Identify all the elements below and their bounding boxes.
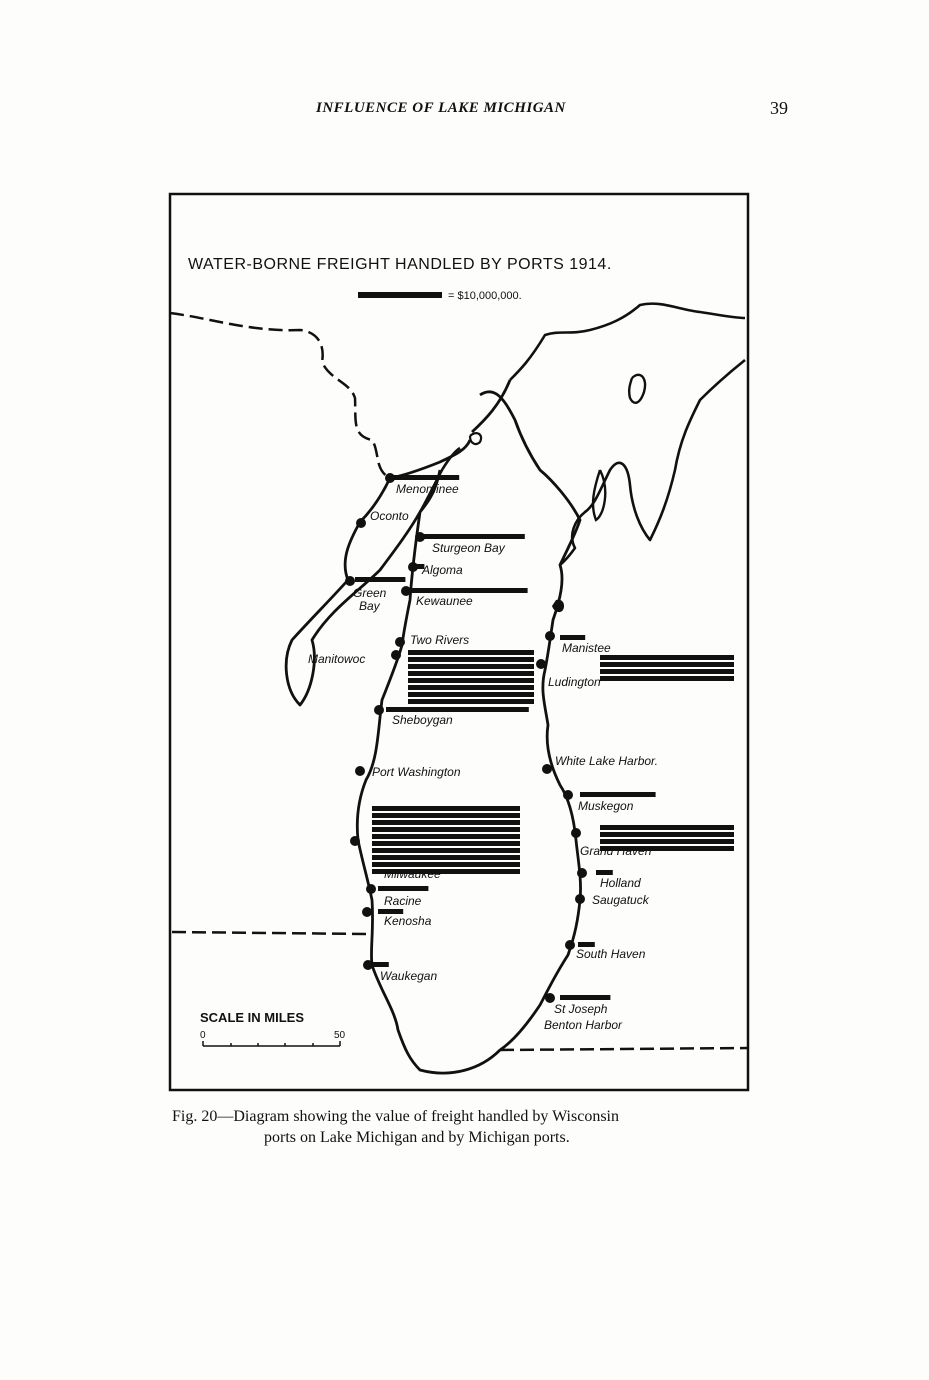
freight-bar-sheboygan: [386, 707, 529, 712]
port-label-ludington: Ludington: [548, 675, 601, 689]
caption-line-1: Fig. 20—Diagram showing the value of freight handled by Wisconsin: [172, 1108, 619, 1125]
port-label-white-lake-harbor: White Lake Harbor.: [555, 754, 658, 768]
freight-bar-milwaukee: [372, 827, 520, 832]
port-label-grand-haven: Grand Haven: [580, 844, 652, 858]
scale-min: 0: [200, 1030, 206, 1041]
freight-bar-grand-haven: [600, 832, 734, 837]
freight-bar-manitowoc: [408, 664, 534, 669]
port-dot-manistee: [545, 631, 555, 641]
freight-bar-milwaukee: [372, 820, 520, 825]
port-dot-green-bay: [345, 576, 355, 586]
freight-bar-ludington: [600, 655, 734, 660]
port-dot-menominee: [385, 473, 395, 483]
freight-bar-kewaunee: [410, 588, 528, 593]
freight-bar-menominee: [392, 475, 459, 480]
port-label-algoma: Algoma: [422, 563, 463, 577]
legend-bar: [358, 292, 442, 298]
freight-bar-milwaukee: [372, 806, 520, 811]
scale-max: 50: [334, 1030, 346, 1041]
michigan-shore-north: [510, 304, 745, 565]
port-dot-saugatuck: [575, 894, 585, 904]
freight-bar-waukegan: [372, 962, 389, 967]
freight-bar-ludington: [600, 662, 734, 667]
page-number: 39: [770, 98, 788, 118]
port-dot-sturgeon-bay: [415, 532, 425, 542]
port-label-oconto: Oconto: [370, 509, 409, 523]
freight-bar-manitowoc: [408, 678, 534, 683]
port-dot-ludington: [536, 659, 546, 669]
freight-bar-grand-haven: [600, 825, 734, 830]
freight-bar-milwaukee: [372, 841, 520, 846]
freight-bar-manitowoc: [408, 685, 534, 690]
caption-line-2: ports on Lake Michigan and by Michigan ports.: [264, 1129, 570, 1146]
port-dot-kewaunee: [401, 586, 411, 596]
port-dot-two-rivers: [395, 637, 405, 647]
scale-bar: [203, 1041, 340, 1046]
port-dot-holland: [577, 868, 587, 878]
scale-label: SCALE IN MILES: [200, 1010, 305, 1025]
freight-bar-muskegon: [580, 792, 656, 797]
port-label-manitowoc: Manitowoc: [308, 652, 366, 666]
freight-bar-manitowoc: [408, 657, 534, 662]
freight-bar-milwaukee: [372, 813, 520, 818]
port-label-muskegon: Muskegon: [578, 799, 634, 813]
freight-bar-racine: [378, 886, 428, 891]
beaver-island: [552, 600, 564, 612]
freight-bar-st-joseph: [560, 995, 610, 1000]
freight-bar-green-bay: [355, 577, 405, 582]
freight-bar-manitowoc: [408, 692, 534, 697]
port-dot-port-washington: [355, 766, 365, 776]
port-label-waukegan: Waukegan: [380, 969, 438, 983]
port-label-manistee: Manistee: [562, 641, 611, 655]
port-dot-south-haven: [565, 940, 575, 950]
freight-bar-milwaukee: [372, 848, 520, 853]
port-markers: [308, 473, 658, 1032]
freight-bar-manitowoc: [408, 671, 534, 676]
port-dot-milwaukee: [350, 836, 360, 846]
port-dot-white-lake-harbor: [542, 764, 552, 774]
freight-bar-holland: [596, 870, 613, 875]
freight-bar-manitowoc: [408, 699, 534, 704]
port-dot-kenosha: [362, 907, 372, 917]
port-label-kenosha: Kenosha: [384, 914, 432, 928]
port-dot-waukegan: [363, 960, 373, 970]
port-label-milwaukee: Milwaukee: [384, 867, 441, 881]
port-dot-manitowoc: [391, 650, 401, 660]
running-head-title: INFLUENCE OF LAKE MICHIGAN: [316, 100, 566, 116]
port-label-menominee: Menominee: [396, 482, 459, 496]
port-dot-muskegon: [563, 790, 573, 800]
freight-bar-milwaukee: [372, 834, 520, 839]
figure-caption: [172, 1106, 762, 1148]
port-label-port-washington: Port Washington: [372, 765, 461, 779]
legend-value: = $10,000,000.: [448, 290, 522, 302]
port-label-green-bay: Green Bay: [353, 586, 387, 613]
drummond-island: [629, 375, 645, 403]
port-label-sturgeon-bay: Sturgeon Bay: [432, 541, 505, 555]
map-title: WATER-BORNE FREIGHT HANDLED BY PORTS 1914.: [188, 256, 612, 273]
port-label-racine: Racine: [384, 894, 422, 908]
washington-island: [470, 433, 481, 444]
port-label-two-rivers: Two Rivers: [410, 633, 470, 647]
freight-bar-ludington: [600, 676, 734, 681]
freight-bar-ludington: [600, 669, 734, 674]
port-dot-sheboygan: [374, 705, 384, 715]
port-label-holland: Holland: [600, 876, 641, 890]
freight-bar-sturgeon-bay: [424, 534, 525, 539]
port-label-benton-harbor: Benton Harbor: [544, 1018, 623, 1032]
port-label-sheboygan: Sheboygan: [392, 713, 453, 727]
freight-bar-manitowoc: [408, 650, 534, 655]
port-label-kewaunee: Kewaunee: [416, 594, 473, 608]
port-dot-racine: [366, 884, 376, 894]
port-label-saugatuck: Saugatuck: [592, 893, 649, 907]
port-dot-grand-haven: [571, 828, 581, 838]
freight-bar-manistee: [560, 635, 585, 640]
freight-bar-milwaukee: [372, 855, 520, 860]
port-label-st-joseph: St Joseph: [554, 1002, 608, 1016]
port-label-south-haven: South Haven: [576, 947, 646, 961]
port-dot-algoma: [408, 562, 418, 572]
port-dot-oconto: [356, 518, 366, 528]
